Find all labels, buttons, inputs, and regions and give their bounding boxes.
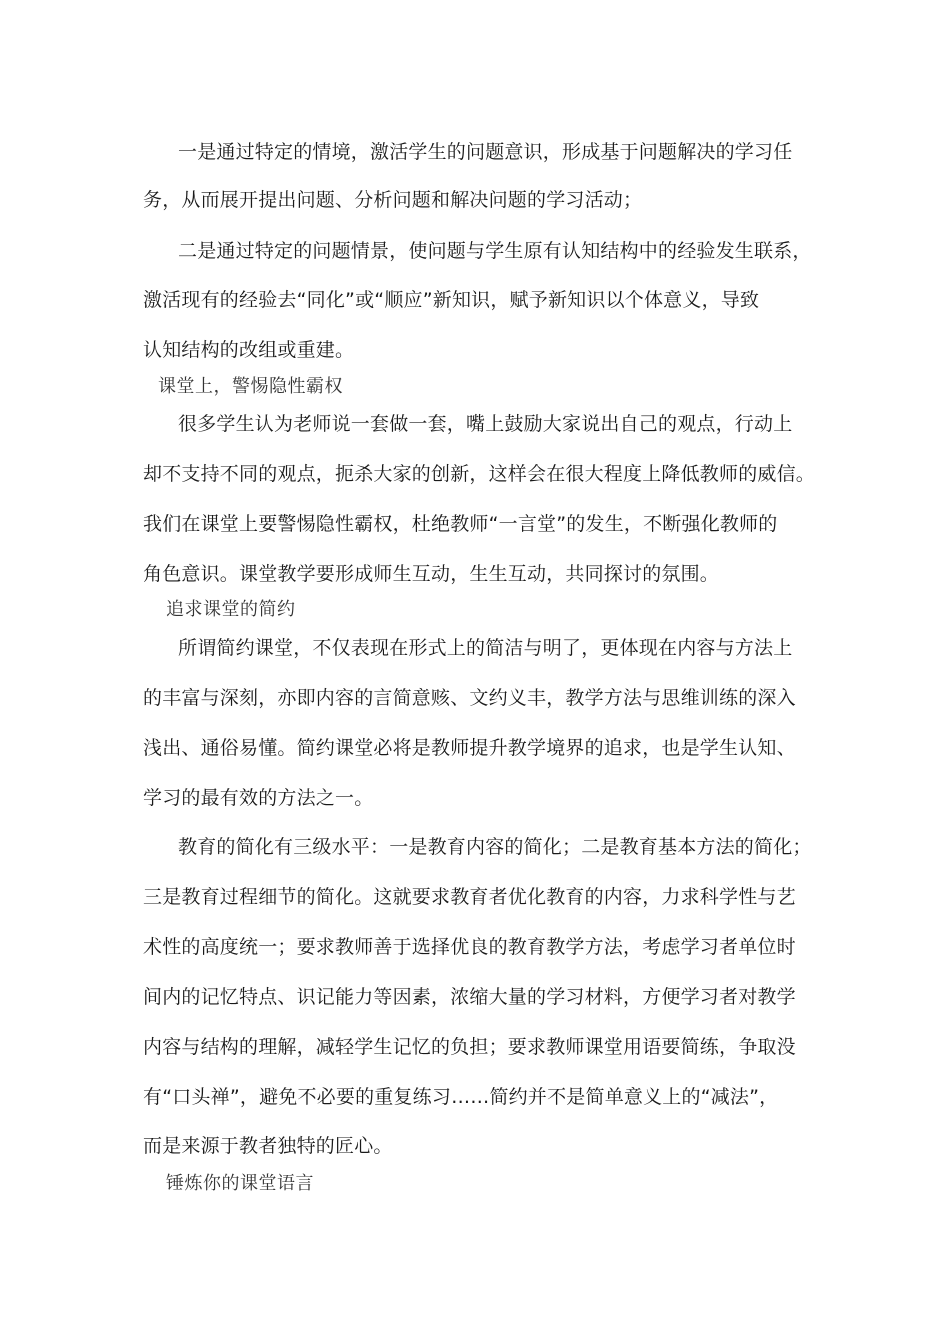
paragraph-2-line-1: 二是通过特定的问题情景，使问题与学生原有认知结构中的经验发生联系，: [178, 240, 812, 262]
paragraph-5-line-2: 三是教育过程细节的简化。这就要求教育者优化教育的内容，力求科学性与艺: [143, 886, 796, 908]
paragraph-3-line-2: 却不支持不同的观点，扼杀大家的创新，这样会在很大程度上降低教师的威信。: [143, 463, 816, 485]
paragraph-4-line-1: 所谓简约课堂，不仅表现在形式上的简洁与明了，更体现在内容与方法上: [178, 637, 793, 659]
paragraph-3-line-1: 很多学生认为老师说一套做一套，嘴上鼓励大家说出自己的观点，行动上: [178, 413, 793, 435]
paragraph-2-line-2: 激活现有的经验去“同化”或“顺应”新知识，赋予新知识以个体意义，导致: [143, 289, 760, 311]
paragraph-3-line-4: 角色意识。课堂教学要形成师生互动，生生互动，共同探讨的氛围。: [143, 563, 720, 585]
paragraph-5-line-3: 术性的高度统一；要求教师善于选择优良的教育教学方法，考虑学习者单位时: [143, 936, 796, 958]
paragraph-3-line-3: 我们在课堂上要警惕隐性霸权，杜绝教师“一言堂”的发生，不断强化教师的: [143, 513, 778, 535]
paragraph-5-line-7: 而是来源于教者独特的匠心。: [143, 1135, 393, 1157]
paragraph-4-line-4: 学习的最有效的方法之一。: [143, 787, 374, 809]
paragraph-4-line-2: 的丰富与深刻，亦即内容的言简意赅、文约义丰，教学方法与思维训练的深入: [143, 687, 796, 709]
section-heading-1: 课堂上，警惕隐性霸权: [158, 376, 343, 397]
paragraph-5-line-5: 内容与结构的理解，减轻学生记忆的负担；要求教师课堂用语要简练，争取没: [143, 1036, 796, 1058]
section-heading-3: 锤炼你的课堂语言: [166, 1173, 314, 1194]
paragraph-1-line-1: 一是通过特定的情境，激活学生的问题意识，形成基于问题解决的学习任: [178, 141, 793, 163]
paragraph-2-line-3: 认知结构的改组或重建。: [143, 339, 355, 361]
paragraph-5-line-1: 教育的简化有三级水平：一是教育内容的简化；二是教育基本方法的简化；: [178, 836, 812, 858]
paragraph-1-line-2: 务，从而展开提出问题、分析问题和解决问题的学习活动；: [143, 189, 643, 211]
section-heading-2: 追求课堂的简约: [166, 599, 296, 620]
paragraph-5-line-4: 间内的记忆特点、识记能力等因素，浓缩大量的学习材料，方便学习者对教学: [143, 986, 796, 1008]
paragraph-4-line-3: 浅出、通俗易懂。简约课堂必将是教师提升教学境界的追求，也是学生认知、: [143, 737, 796, 759]
paragraph-5-line-6: 有“口头禅”，避免不必要的重复练习……简约并不是简单意义上的“减法”，: [143, 1086, 779, 1108]
